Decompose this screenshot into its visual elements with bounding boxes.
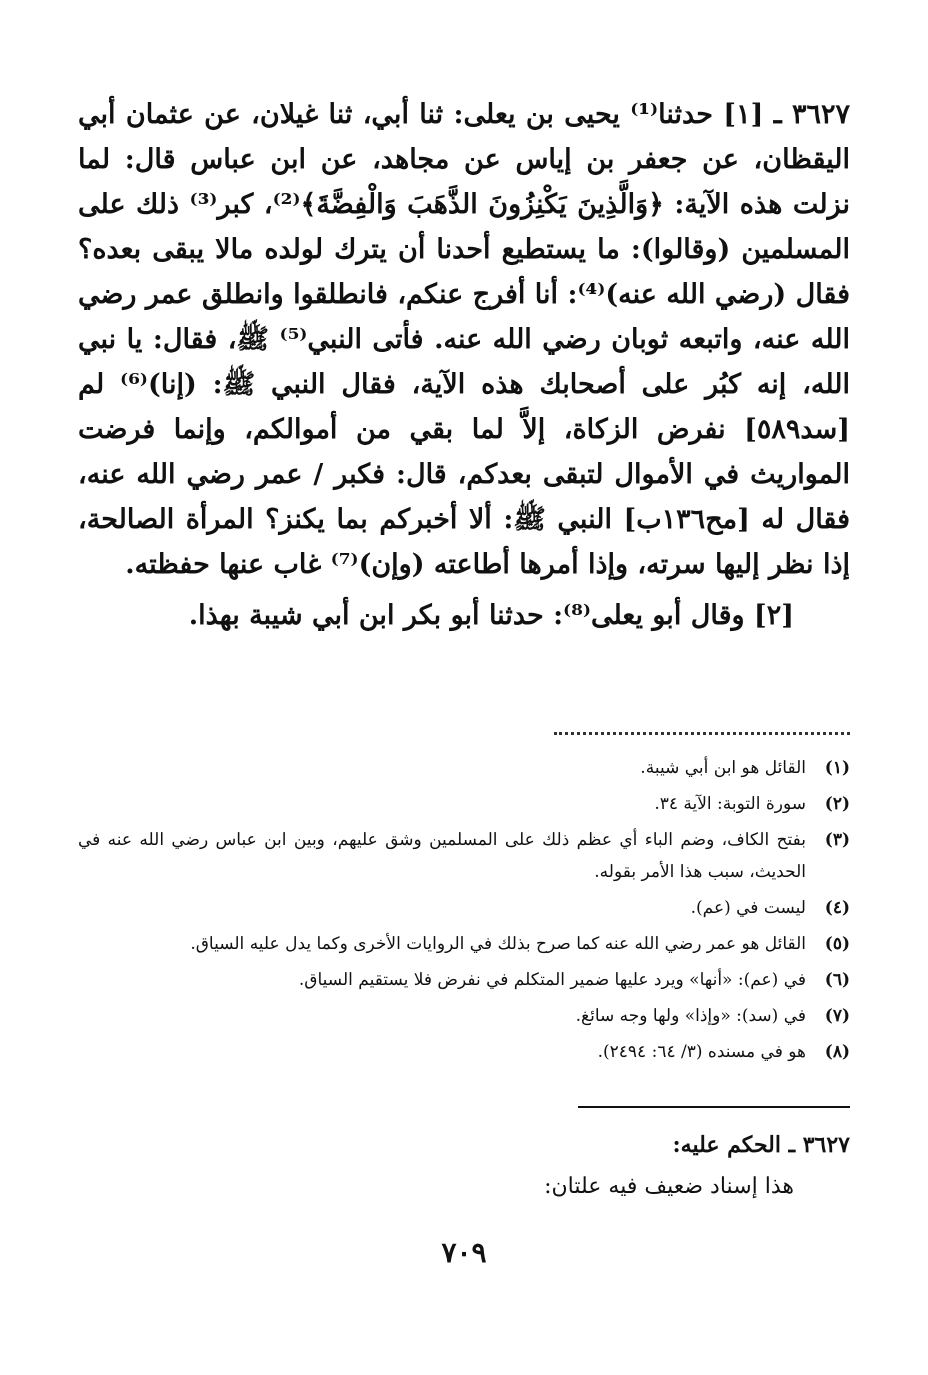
footnotes-list (78, 752, 850, 1072)
footnote-item (78, 964, 850, 996)
footnote-item (78, 788, 850, 820)
footnote-number: (٤) (824, 898, 850, 918)
footnote-item (78, 1000, 850, 1032)
footnote-number: (٦) (824, 970, 850, 990)
footnote-text: في (عم): «أنها» ويرد عليها ضمير المتكلم في نفرض فلا يستقيم السياق. (298, 970, 806, 990)
footnote-item (78, 928, 850, 960)
footnote-text: القائل هو عمر رضي الله عنه كما صرح بذلك في الروايات الأخرى وكما يدل عليه السياق. (190, 934, 806, 954)
footnote-item (78, 824, 850, 888)
footnote-text: هو في مسنده (٣/ ٦٤: ٢٤٩٤). (597, 1042, 806, 1062)
footnote-number: (١) (824, 758, 850, 778)
page-number: ٧٠٩ (441, 1236, 487, 1269)
footnote-text: سورة التوبة: الآية ٣٤. (654, 794, 806, 814)
hadith-text (78, 92, 850, 638)
footnote-number: (٨) (824, 1042, 850, 1062)
footnote-number: (٧) (824, 1006, 850, 1026)
ruling-heading: ٣٦٢٧ ـ الحكم عليه: (672, 1132, 850, 1158)
ruling-section (78, 1124, 850, 1208)
footnote-item (78, 1036, 850, 1068)
footnote-text: بفتح الكاف، وضم الباء أي عظم ذلك على المسلمين وشق عليهم، وبين ابن عباس رضي الله عنه في الحديث، سبب هذا الأمر بقوله. (78, 830, 806, 882)
hadith-paragraph-1: ٣٦٢٧ ـ [١] حدثنا⁽¹⁾ يحيى بن يعلى: ثنا أبي، ثنا غيلان، عن عثمان أبي اليقظان، عن جعفر بن إياس عن مجاهد، عن ابن عباس قال: لما نزلت هذه الآية: ﴿وَالَّذِينَ يَكْنِزُونَ الذَّهَبَ وَالْفِضَّةَ﴾⁽²⁾، كبر⁽³⁾ ذلك على المسلمين (وقالوا): ما يستطيع أحدنا أن يترك لولده مالا يبقى بعده؟ فقال (رضي الله عنه)⁽⁴⁾: أنا أفرج عنكم، فانطلقوا وانطلق عمر رضي الله عنه، واتبعه ثوبان رضي الله عنه. فأتى النبي⁽⁵⁾ ﷺ، فقال: يا نبي الله، إنه كبُر على أصحابك هذه الآية، فقال النبي ﷺ: (إنا)⁽⁶⁾ لم [سد٥٨٩] نفرض الزكاة، إلاَّ لما بقي من أموالكم، وإنما فرضت المواريث في الأموال لتبقى بعدكم، قال: فكبر / عمر رضي الله عنه، فقال له [مح١٣٦ب] النبي ﷺ: ألا أخبركم بما يكنز؟ المرأة الصالحة، إذا نظر إليها سرته، وإذا أمرها أطاعته (وإن)⁽⁷⁾ غاب عنها حفظته. (78, 99, 851, 580)
footnote-item (78, 892, 850, 924)
footnote-item (78, 752, 850, 784)
footnote-number: (٣) (824, 830, 850, 850)
hadith-paragraph-2: [٢] وقال أبو يعلى⁽⁸⁾: حدثنا أبو بكر ابن أبي شيبة بهذا. (188, 600, 794, 631)
footnote-text: القائل هو ابن أبي شيبة. (640, 758, 806, 778)
footnote-separator (554, 732, 850, 735)
footnote-number: (٢) (824, 794, 850, 814)
ruling-body: هذا إسناد ضعيف فيه علتان: (544, 1174, 794, 1199)
footnote-text: ليست في (عم). (690, 898, 806, 918)
footnote-text: في (سد): «وإذا» ولها وجه سائغ. (575, 1006, 806, 1026)
footnote-number: (٥) (824, 934, 850, 954)
section-divider (578, 1106, 850, 1108)
